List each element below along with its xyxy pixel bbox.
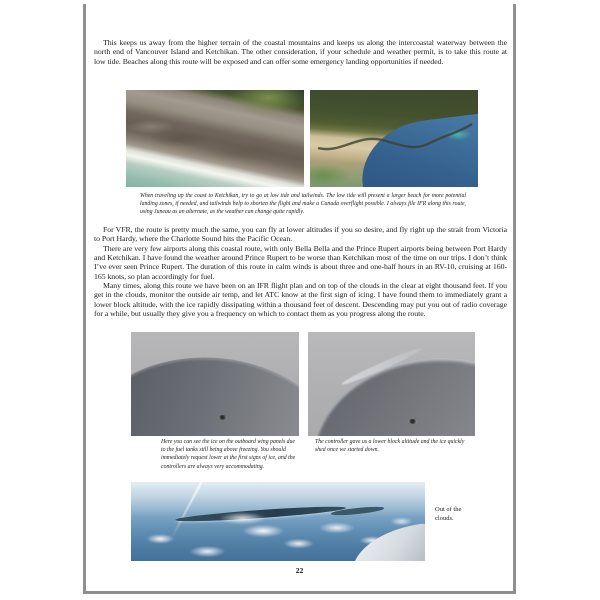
- page-number: 22: [295, 566, 304, 575]
- paragraph-block: [94, 225, 507, 318]
- caption-coastal-photos: When traveling up the coast to Ketchikan, try to go at low tide and tailwinds. The low tide will present a larger beach for more potential landing zones, if needed, and tailwinds help to shorten the flight and make a Canada overflight possible. I always file IFR along this route, using Juneau as an alternate, as the weather can change quite rapidly.: [140, 193, 466, 216]
- wing-shape: [308, 338, 475, 436]
- note-out-of-clouds: Out of the clouds.: [435, 506, 462, 522]
- caption-wing-left: Here you can see the ice on the outboard wing panels due to the fuel tanks still being above freezing. You should immediately request lower at the first signs of ice, and the controllers are always very accommodating.: [161, 439, 296, 470]
- paragraph-intro-text: This keeps us away from the higher terrain of the coastal mountains and keeps us along the intercoastal waterway between the north end of Vancouver Island and Ketchikan. The other consideration, if your schedule and weather permit, is to take this route at low tide. Beaches along this route will be exposed and can offer some emergency landing opportunities if needed.: [94, 38, 507, 66]
- photo-wing-ice-right: [308, 332, 475, 436]
- photo-river-sandbar: [310, 90, 478, 187]
- paragraph-airports: There are very few airports along this coastal route, with only Bella Bella and the Prince Rupert airports being between Port Hardy and Ketchikan. I have found the weather around Prince Rupert to be worse than Ketchikan most of the time on our trips. I don’t think I’ve ever seen Prince Rupert. The duration of this route in calm winds is about three and one-half hours in an RV-10, cruising at 160-165 knots, so plan accordingly for fuel.: [94, 243, 507, 281]
- paragraph-vfr: For VFR, the route is pretty much the same, you can fly at lower altitudes if you so desire, and fly right up the strait from Victoria to Port Hardy, where the Charlotte Sound hits the Pacific Ocean.: [94, 225, 507, 244]
- paragraph-intro: [94, 38, 507, 66]
- paragraph-ifr-icing: Many times, along this route we have been on an IFR flight plan and on top of the clouds in the clear at eight thousand feet. If you get in the clouds, monitor the outside air temp, and let ATC know at the first sign of icing. I have found them to immediately grant a lower block altitude, with the ice rapidly dissipating within a thousand feet of descent. Descending may put you out of radio coverage for a while, but usually they give you a frequency on which to contact them as you progress along the route.: [94, 281, 507, 319]
- photo-wing-ice-left: [131, 332, 299, 436]
- river-channel-shape: [310, 90, 478, 187]
- caption-wing-right: The controller gave us a lower block altitude and the ice quickly shed once we started down.: [315, 439, 465, 454]
- wing-shape: [131, 343, 299, 436]
- document-page: [83, 4, 516, 594]
- photo-beach-low-tide: [126, 90, 304, 187]
- photo-aerial-out-of-clouds: [131, 482, 425, 561]
